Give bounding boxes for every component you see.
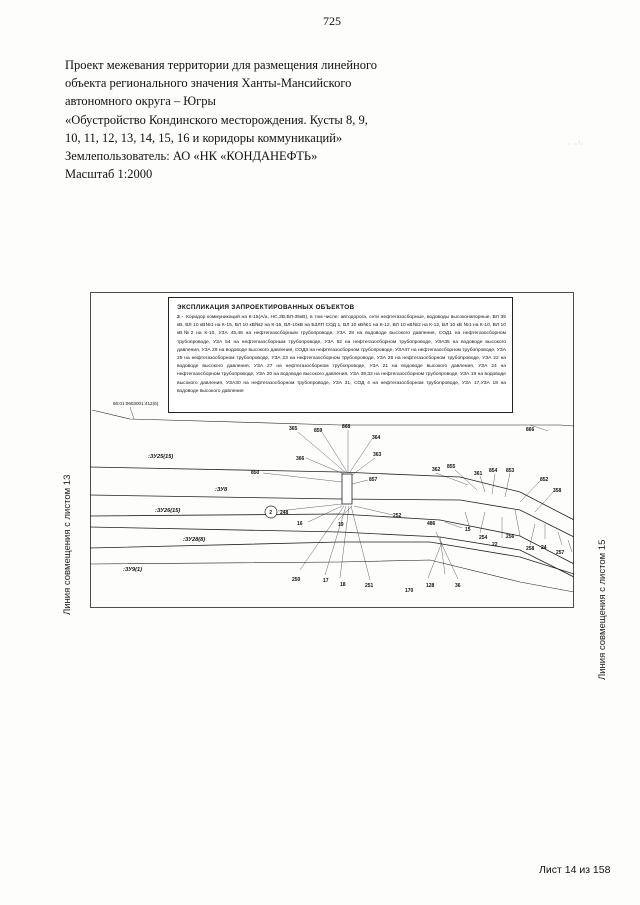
- point-label: 850: [251, 470, 260, 476]
- header-line: 10, 11, 12, 13, 14, 15, 16 и коридоры коммуникаций»: [65, 130, 343, 145]
- point-label: 18: [340, 582, 346, 588]
- point-label: 257: [556, 550, 565, 556]
- point-label: 868: [342, 424, 351, 430]
- left-alignment-label: Линия совмещения с листом 13: [62, 474, 73, 615]
- legend-item: [177, 314, 506, 396]
- point-label: 258: [526, 546, 535, 552]
- header-line: объекта регионального значения Ханты-Мансийского: [65, 76, 352, 91]
- legend-title: ЭКСПЛИКАЦИЯ ЗАПРОЕКТИРОВАННЫХ ОБЪЕКТОВ: [177, 304, 355, 311]
- cadastral-number-label: 86:01:0603001:412(6): [113, 401, 159, 406]
- point-label: 252: [393, 513, 402, 519]
- point-label: 16: [297, 521, 303, 527]
- point-label: 24: [541, 545, 547, 551]
- point-label: 256: [506, 534, 515, 540]
- header-line: Масштаб 1:2000: [65, 167, 153, 182]
- point-label: 248: [280, 510, 289, 516]
- leader-lines: [263, 425, 572, 580]
- point-label: 855: [447, 464, 456, 470]
- parcel-label: :ЗУ28(8): [183, 537, 206, 543]
- parcel-label: :ЗУ8: [215, 487, 228, 493]
- header-line: автономного округа – Югры: [65, 94, 216, 109]
- corridor-line-2: [90, 495, 574, 537]
- point-label: 366: [296, 456, 305, 462]
- corridor-line-3: [90, 514, 574, 564]
- point-label: 22: [492, 542, 498, 548]
- point-label: 364: [372, 435, 381, 441]
- parcel-label: :ЗУ25(15): [148, 454, 174, 460]
- sheet-number: Лист 14 из 158: [539, 864, 611, 876]
- point-label: 361: [474, 471, 483, 477]
- explication-legend: [168, 297, 513, 413]
- point-label: 36: [455, 583, 461, 589]
- parcel-label: :ЗУ26(15): [155, 508, 181, 514]
- scan-artifact: · ·'·: [568, 140, 585, 149]
- point-label: 170: [405, 588, 414, 594]
- document-header: [65, 56, 395, 183]
- point-label: 852: [540, 477, 549, 483]
- point-label: 17: [323, 578, 329, 584]
- road-crossing: [342, 474, 352, 504]
- point-label: 251: [365, 583, 374, 589]
- point-label: 857: [369, 477, 378, 483]
- point-label: 254: [479, 535, 488, 541]
- point-label: 853: [506, 468, 515, 474]
- point-label: 486: [427, 521, 436, 527]
- parcel-label: :ЗУ9(1): [123, 567, 142, 573]
- header-line: «Обустройство Кондинского месторождения. Кусты 8, 9,: [65, 112, 368, 127]
- object-marker-label: 2: [269, 510, 273, 516]
- header-line: Проект межевания территории для размещения линейного: [65, 58, 378, 72]
- point-label: 19: [338, 522, 344, 528]
- header-line: Землепользователь: АО «НК «КОНДАНЕФТЬ»: [65, 149, 318, 164]
- point-label: 362: [432, 467, 441, 473]
- point-label: 866: [526, 427, 535, 433]
- point-label: 365: [289, 426, 298, 432]
- point-label: 859: [314, 428, 323, 434]
- point-label: 250: [292, 577, 301, 583]
- legend-item-number: 2 -: [177, 315, 184, 320]
- point-label: 358: [553, 488, 562, 494]
- corridor-line-6: [90, 560, 574, 592]
- legend-item-text: Коридор коммуникаций на К-15(А/а, НС,ЗВ,ВЛ-35кВ), в том числе: автодорога, сети нефтегазосборные, водоводы высоконапорные, ВЛ 35 кВ, ВЛ 10 кВ№1 на К-15, ВЛ 10 кВ№2 на К-15, ВЛ-10кВ на БЗЛП СОД 1, ВЛ 10 кВ№1 на К-12, ВЛ 10 кВ№2 на К-12, ВЛ 10 кВ №1 на К-10, ВЛ 10 кВ№2 на К-10, УЗА 45,46 на нефтегазосборным трубопроводе, УЗА 28 на водоводе высокого давления, СОД1 на нефтегазосборном трубопроводе, УЗА 54 на нефтегазосборным трубопроводе, УЗА 52 на нефтегазосборном трубопроводе, УЗА35 на водоводе высокого давления, УЗА 29 на водоводе высокого давления, СОД3 на нефтегазосборном трубопроводе, УЗА47 на нефтегазосборном трубопроводе, УЗА 25 на нефтегазосборном трубопроводе, УЗА 23 на нефтегазосборном трубопроводе, УЗА 26 на нефтегазосборном трубопроводе, УЗА 22 на водоводе высокого давления, УЗА 27 на нефтегазосборном трубопроводе, УЗА 21 на водоводе высокого давления, УЗА 24 на нефтегазосборном трубопроводе, УЗА 20 на водоводе высокого давления, УЗА 39,32 на нефтегазосборном трубопроводе, УЗА 19 на водоводе высокого давления, УЗА30 на нефтегазосборном трубопроводе, УЗА 31, СОД 4 на нефтегазосборном трубопроводе, УЗА 17,УЗА 18 на водоводе высокого давления: [177, 315, 506, 394]
- point-label: 363: [373, 452, 382, 458]
- point-label: 15: [465, 527, 471, 533]
- right-alignment-label: Линия совмещения с листом 15: [597, 539, 608, 680]
- point-label: 128: [426, 583, 435, 589]
- cadastral-leader: [130, 407, 134, 419]
- point-label: 854: [489, 468, 498, 474]
- page-number: 725: [323, 14, 341, 28]
